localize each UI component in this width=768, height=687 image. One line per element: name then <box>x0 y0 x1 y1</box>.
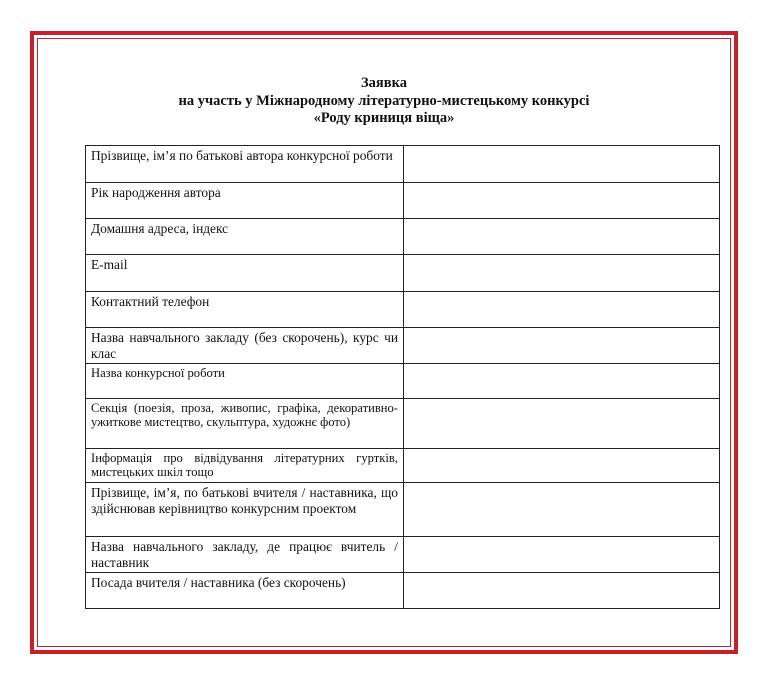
row-value-home-address[interactable] <box>404 219 720 255</box>
row-value-section[interactable] <box>404 399 720 449</box>
contest-name: «Роду криниця віща» <box>313 110 455 126</box>
row-value-phone[interactable] <box>404 292 720 328</box>
table-row <box>86 183 720 219</box>
row-value-birth-year[interactable] <box>404 183 720 219</box>
row-value-clubs-info[interactable] <box>404 449 720 483</box>
row-value-teacher-name[interactable] <box>404 483 720 537</box>
application-form-table <box>85 145 720 609</box>
table-row <box>86 146 720 183</box>
row-label-birth-year: Рік народження автора <box>86 183 404 219</box>
row-value-school[interactable] <box>404 328 720 364</box>
row-label-teacher-name: Прізвище, ім’я, по батькові вчителя / наставника, що здійснював керівництво конкурсним проектом <box>86 483 404 537</box>
row-label-work-title: Назва конкурсної роботи <box>86 364 404 399</box>
document-subtitle: на участь у Міжнародному літературно-мистецькому конкурсі <box>178 92 590 109</box>
row-label-school: Назва навчального закладу (без скорочень), курс чи клас <box>86 328 404 364</box>
table-row <box>86 449 720 483</box>
row-label-section: Секція (поезія, проза, живопис, графіка, декоративно-ужиткове мистецтво, скульптура, художнє фото) <box>86 399 404 449</box>
row-value-email[interactable] <box>404 255 720 292</box>
row-label-home-address: Домашня адреса, індекс <box>86 219 404 255</box>
row-label-author-name: Прізвище, ім’я по батькові автора конкурсної роботи <box>86 146 404 183</box>
table-row <box>86 328 720 364</box>
row-label-clubs-info: Інформація про відвідування літературних гуртків, мистецьких шкіл тощо <box>86 449 404 483</box>
table-row <box>86 573 720 609</box>
document-title: Заявка <box>361 75 407 91</box>
row-label-phone: Контактний телефон <box>86 292 404 328</box>
row-value-teacher-school[interactable] <box>404 537 720 573</box>
row-value-work-title[interactable] <box>404 364 720 399</box>
document-heading <box>0 75 768 128</box>
row-label-email: E-mail <box>86 255 404 292</box>
table-row <box>86 483 720 537</box>
table-row <box>86 537 720 573</box>
table-row <box>86 219 720 255</box>
row-label-teacher-position: Посада вчителя / наставника (без скорочень) <box>86 573 404 609</box>
row-label-teacher-school: Назва навчального закладу, де працює вчитель / наставник <box>86 537 404 573</box>
row-value-teacher-position[interactable] <box>404 573 720 609</box>
table-row <box>86 399 720 449</box>
row-value-author-name[interactable] <box>404 146 720 183</box>
table-row <box>86 292 720 328</box>
table-row <box>86 364 720 399</box>
table-row <box>86 255 720 292</box>
